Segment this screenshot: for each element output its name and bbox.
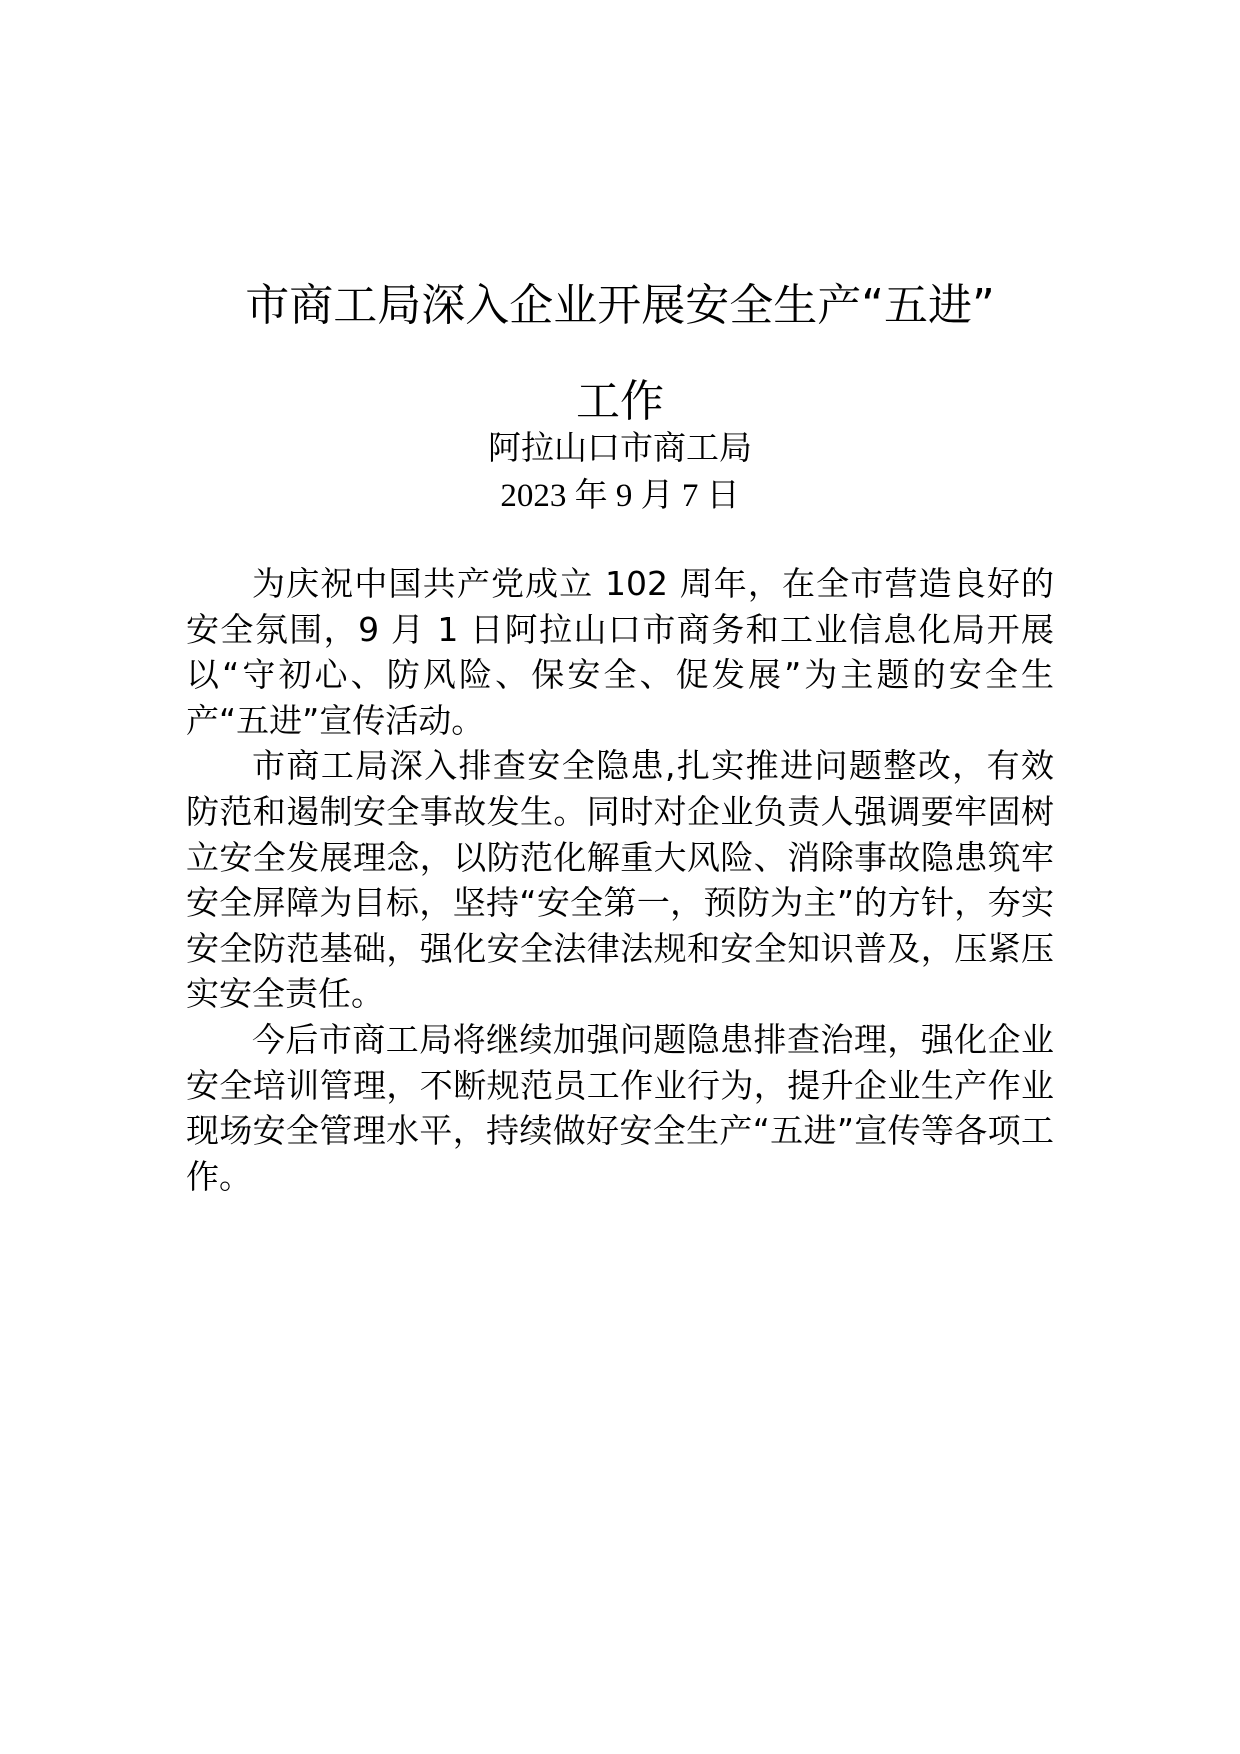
date-line: 2023 年 9 月 7 日 xyxy=(500,478,740,514)
document-title xyxy=(140,258,1100,450)
title-line-1: 市商工局深入企业开展安全生产“五进” xyxy=(245,280,995,331)
paragraph-3: 今后市商工局将继续加强问题隐患排查治理，强化企业安全培训管理，不断规范员工作业行为，提升企业生产作业现场安全管理水平，持续做好安全生产“五进”宣传等各项工作。 xyxy=(186,1019,1054,1196)
author-line: 阿拉山口市商工局 xyxy=(488,428,752,467)
paragraph-2: 市商工局深入排查安全隐患,扎实推进问题整改，有效防范和遏制安全事故发生。同时对企业负责人强调要牢固树立安全发展理念，以防范化解重大风险、消除事故隐患筑牢安全屏障为目标，坚持“安全第一，预防为主”的方针，夯实安全防范基础，强化安全法律法规和安全知识普及，压紧压实安全责任。 xyxy=(186,746,1054,1014)
body-text xyxy=(186,561,1054,1199)
title-line-2: 工作 xyxy=(576,376,664,427)
paragraph-1: 为庆祝中国共产党成立 102 周年，在全市营造良好的安全氛围，9 月 1 日阿拉山口市商务和工业信息化局开展以“守初心、防风险、保安全、促发展”为主题的安全生产“五进”宣传活动。 xyxy=(186,564,1054,740)
